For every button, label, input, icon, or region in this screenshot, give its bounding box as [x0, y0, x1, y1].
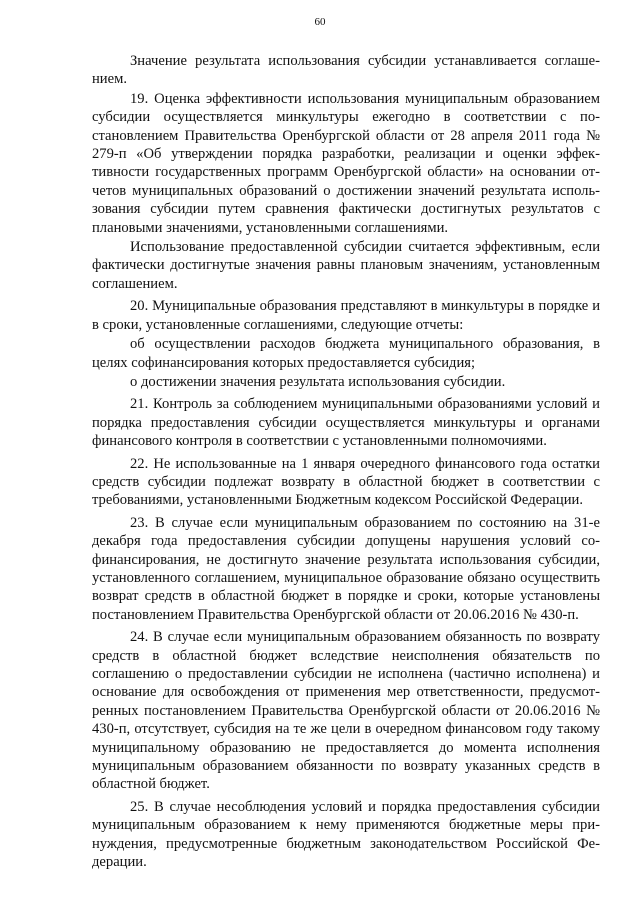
document-body: [92, 52, 600, 872]
paragraph-report-result: о достижении значения результата использования субсидии.: [130, 373, 506, 390]
paragraph-22-return-balance: 22. Не использованные на 1 января очередного финансового года остатки средств субсидии подлежат возврату в областной бюджет в соответствии с требованиями, установленными Бюджетным кодексом Российской Федерации.: [92, 455, 600, 509]
paragraph-20-reports: 20. Муниципальные образования представляют в минкультуры в порядке и в сроки, установленные соглашениями, следующие отчеты:: [92, 298, 600, 333]
paragraph-21-control: 21. Контроль за соблюдением муниципальными образованиями условий и порядка предоставления субсидии осуществляется минкультуры и органами финансового контроля в соответствии с установленными полномочиями.: [92, 396, 600, 450]
paragraph-23-violations: 23. В случае если муниципальным образованием по состоянию на 31-е декабря года предоставления субсидии допущены нарушения условий софинансирования, не достигнуто значение результата использования субсидии, установленного соглашением, муниципальное образование обязано осуществить возврат средств в областной бюджет в порядке и сроки, которые установлены постановлением Правительства Оренбургской области от 20.06.2016 № 430-п.: [92, 514, 600, 623]
paragraph-efficiency-criterion: Использование предоставленной субсидии считается эффективным, если фактически достигнутые значения равны плановым значениям, установленным соглашением.: [92, 239, 600, 292]
paragraph-result-agreement: Значение результата использования субсидии устанавливается соглашением.: [92, 53, 600, 88]
paragraph-19-efficiency-assessment: 19. Оценка эффективности использования муниципальным образованием субсидии осуществляется минкультуры ежегодно в соответствии с постановлением Правительства Оренбургской области от 28 апреля 2011 года № 279-п «Об утверждении порядка разработки, реализации и оценки эффективности государственных программ Оренбургской области» на основании отчетов муниципальных образований о достижении значений результата использования субсидии путем сравнения фактически достигнутых результатов с плановыми значениями, установленными соглашениями.: [92, 90, 600, 236]
page-number: 60: [314, 16, 326, 28]
paragraph-report-expenses: об осуществлении расходов бюджета муниципального образования, в целях софинансирования которых предоставляется субсидия;: [92, 336, 600, 371]
paragraph-25-enforcement: 25. В случае несоблюдения условий и порядка предоставления субсидии муниципальным образованием к нему применяются бюджетные меры принуждения, предусмотренные бюджетным законодательством Российской Федерации.: [92, 798, 600, 871]
paragraph-24-obligation: 24. В случае если муниципальным образованием обязанность по возврату средств в областной бюджет вследствие неисполнения обязательств по соглашению о предоставлении субсидии не исполнена (частично исполнена) и основание для освобождения от применения мер ответственности, предусмотренных постановлением Правительства Оренбургской области от 20.06.2016 № 430-п, отсутствует, субсидия на те же цели в очередном финансовом году такому муниципальному образованию не предоставляется до момента исполнения муниципальным образованием обязанности по возврату указанных средств в областной бюджет.: [92, 629, 600, 793]
